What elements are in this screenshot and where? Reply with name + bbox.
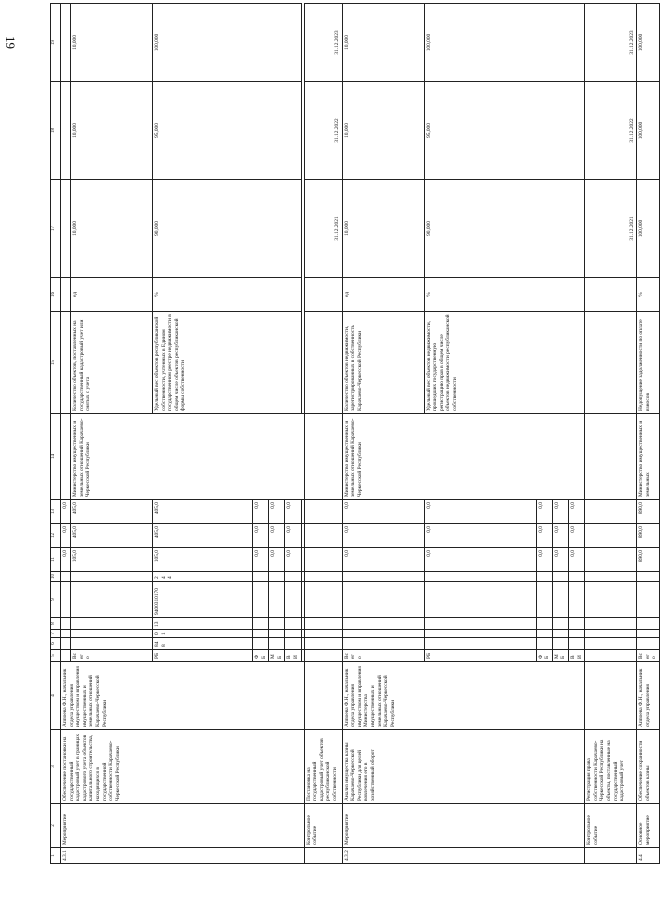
year-value: 90,000 (153, 180, 302, 278)
year-value: 10,000 (71, 180, 153, 278)
value-cell: 0,0 (61, 548, 71, 572)
csr-cell: 9400310170 (153, 582, 253, 618)
col-num: 12 (51, 524, 61, 548)
program-table (50, 3, 660, 864)
source-cell: ФБ (536, 650, 552, 662)
value-cell: 0,0 (552, 548, 568, 572)
value-cell: 0,0 (253, 548, 269, 572)
source-cell: МБ (269, 650, 285, 662)
value-cell: 0,0 (536, 548, 552, 572)
date-cell: 31.12.2023 (585, 4, 637, 82)
col-num: 9 (51, 582, 61, 618)
col-num: 4 (51, 662, 61, 730)
year-value: 100,000 (424, 4, 585, 82)
col-num: 16 (51, 278, 61, 312)
year-value: 100,000 (637, 4, 660, 82)
source-cell: ВИ (568, 650, 584, 662)
col-num: 13 (51, 500, 61, 524)
value-cell: 0,0 (424, 500, 536, 524)
value-cell: 0,0 (61, 500, 71, 524)
indicator-cell: Недопущение задолженности по оплате взносов (637, 312, 660, 414)
row-number: 4.3.1 (61, 848, 305, 864)
indicator-cell: Количество объектов недвижимости, зарегистрированных в собственность Карачаево-Черкесской Республики (342, 312, 424, 414)
row-name: Обеспечение постановки на государственный кадастровый учет в границах кадастрового учета объектов капитального строительства, находящихся в государственной собственности Карачаево-Черкесской Республики (61, 730, 305, 804)
indicator-cell: Количество объектов, поставленных на государственный кадастровый учет или снятых с учета (71, 312, 153, 414)
value-cell: 0,0 (285, 524, 301, 548)
source-cell: Всего (342, 650, 424, 662)
value-cell: 0,0 (342, 500, 424, 524)
table-row (342, 4, 424, 864)
year-value: 100,000 (637, 82, 660, 180)
row-number: 4.4 (637, 848, 660, 864)
row-name: Постановка на государственный кадастровый учет объектов республиканской собственности (304, 730, 342, 804)
source-cell: РБ (153, 650, 253, 662)
value-cell: 405,0 (153, 500, 253, 524)
source-cell: Всего (71, 650, 153, 662)
col-num: 2 (51, 804, 61, 848)
value-cell: 0,0 (424, 524, 536, 548)
value-cell: 0,0 (342, 524, 424, 548)
row-responsible: Аппоева Ф.Н., начальник отдела управления (637, 662, 660, 730)
value-cell: 0,0 (568, 500, 584, 524)
value-cell: 0,0 (253, 524, 269, 548)
col-num: 5 (51, 650, 61, 662)
column-number-row (51, 4, 61, 864)
col-num: 7 (51, 630, 61, 638)
executor-cell: Министерство имущественных и земельных (637, 414, 660, 500)
source-cell: РБ (424, 650, 536, 662)
value-cell: 890,0 (637, 500, 660, 524)
row-name: Регистрация права собственности Карачаево-Черкесской Республики на объекты, поставленные на государственный кадастровый учет (585, 730, 637, 804)
col-num: 3 (51, 730, 61, 804)
table-row (637, 4, 660, 864)
unit-cell: % (424, 278, 585, 312)
unit-cell: ед (71, 278, 153, 312)
year-value: 10,000 (342, 82, 424, 180)
unit-cell: % (153, 278, 302, 312)
executor-cell: Министерство имущественных и земельных отношений Карачаево-Черкесской Республики (71, 414, 305, 500)
year-value: 10,000 (342, 4, 424, 82)
date-cell: 31.12.2022 (585, 82, 637, 180)
value-cell: 0,0 (568, 524, 584, 548)
vr-cell: 244 (153, 572, 253, 582)
row-type: Контрольное событие (585, 804, 637, 848)
value-cell: 0,0 (342, 548, 424, 572)
date-cell: 31.12.2022 (304, 82, 342, 180)
col-num: 8 (51, 618, 61, 630)
indicator-cell: Удельный вес объектов недвижимости, прошедших государственную регистрацию прав в общем числе объектов недвижимости республиканской собственности (424, 312, 585, 414)
col-num: 15 (51, 312, 61, 414)
col-num: 1 (51, 848, 61, 864)
value-cell: 105,0 (71, 548, 153, 572)
table-row (585, 4, 637, 864)
value-cell: 0,0 (552, 524, 568, 548)
value-cell: 890,0 (637, 524, 660, 548)
indicator-cell: Удельный вес объектов республиканской собственности, учтенных в Едином государственном реестре недвижимости в общем числе объектов республиканской формы собственности (153, 312, 302, 414)
value-cell: 0,0 (552, 500, 568, 524)
row-type: Мероприятие (61, 804, 305, 848)
date-cell: 31.12.2021 (585, 180, 637, 278)
col-num: 17 (51, 180, 61, 278)
year-value: 10,000 (71, 82, 153, 180)
value-cell: 0,0 (285, 500, 301, 524)
row-type: Контрольное событие (304, 804, 342, 848)
row-name: Обеспечение сохранности объектов казны (637, 730, 660, 804)
value-cell: 0,0 (253, 500, 269, 524)
grbs-cell: 848 (153, 638, 253, 650)
unit-cell: ед (342, 278, 424, 312)
year-value: 95,000 (424, 82, 585, 180)
page-number: 19 (3, 36, 18, 49)
value-cell: 0,0 (568, 548, 584, 572)
table-row (304, 4, 342, 864)
rotated-table-page (50, 4, 658, 864)
value-cell: 405,0 (153, 524, 253, 548)
executor-cell: Министерство имущественных и земельных отношений Карачаево-Черкесской Республики (342, 414, 585, 500)
col-num: 19 (51, 4, 61, 82)
col-num: 6 (51, 638, 61, 650)
year-value: 10,000 (342, 180, 424, 278)
value-cell: 0,0 (61, 524, 71, 548)
value-cell: 0,0 (536, 524, 552, 548)
year-value: 10,000 (71, 4, 153, 82)
year-value: 100,000 (637, 180, 660, 278)
value-cell: 0,0 (269, 548, 285, 572)
value-cell: 0,0 (269, 524, 285, 548)
col-num: 14 (51, 414, 61, 500)
value-cell: 0,0 (424, 548, 536, 572)
table-row (61, 4, 71, 864)
value-cell: 890,0 (637, 548, 660, 572)
year-value: 100,000 (153, 4, 302, 82)
year-value: 90,000 (424, 180, 585, 278)
source-cell: ФБ (253, 650, 269, 662)
value-cell: 0,0 (536, 500, 552, 524)
year-value: 95,000 (153, 82, 302, 180)
date-cell: 31.12.2023 (304, 4, 342, 82)
value-cell: 105,0 (153, 548, 253, 572)
source-cell: ВИ (285, 650, 301, 662)
source-cell: Всего (637, 650, 660, 662)
row-type: Основное мероприятие (637, 804, 660, 848)
pr-cell: 13 (153, 618, 253, 630)
col-num: 10 (51, 572, 61, 582)
row-responsible: Аппоева Ф.Н., начальник отдела управления имуществом и вправления имущественных и земельных отношений Карачаево-Черкесской Республики (61, 662, 305, 730)
row-name: Анализ имущества казны Карачаево-Черкесской Республики для целей вовлечения его в хозяйственный оборот (342, 730, 585, 804)
row-number: 4.3.2 (342, 848, 585, 864)
col-num: 18 (51, 82, 61, 180)
rz-cell: 01 (153, 630, 253, 638)
col-num: 11 (51, 548, 61, 572)
row-responsible: Аппоева Ф.Н., начальник отдела управления имуществом и вправления Министерства имущественных и земельных отношений Карачаево-Черкесской Республики (342, 662, 585, 730)
value-cell: 0,0 (285, 548, 301, 572)
value-cell: 405,0 (71, 524, 153, 548)
date-cell: 31.12.2021 (304, 180, 342, 278)
unit-cell: % (637, 278, 660, 312)
source-cell: МБ (552, 650, 568, 662)
value-cell: 0,0 (269, 500, 285, 524)
value-cell: 405,0 (71, 500, 153, 524)
row-type: Мероприятие (342, 804, 585, 848)
